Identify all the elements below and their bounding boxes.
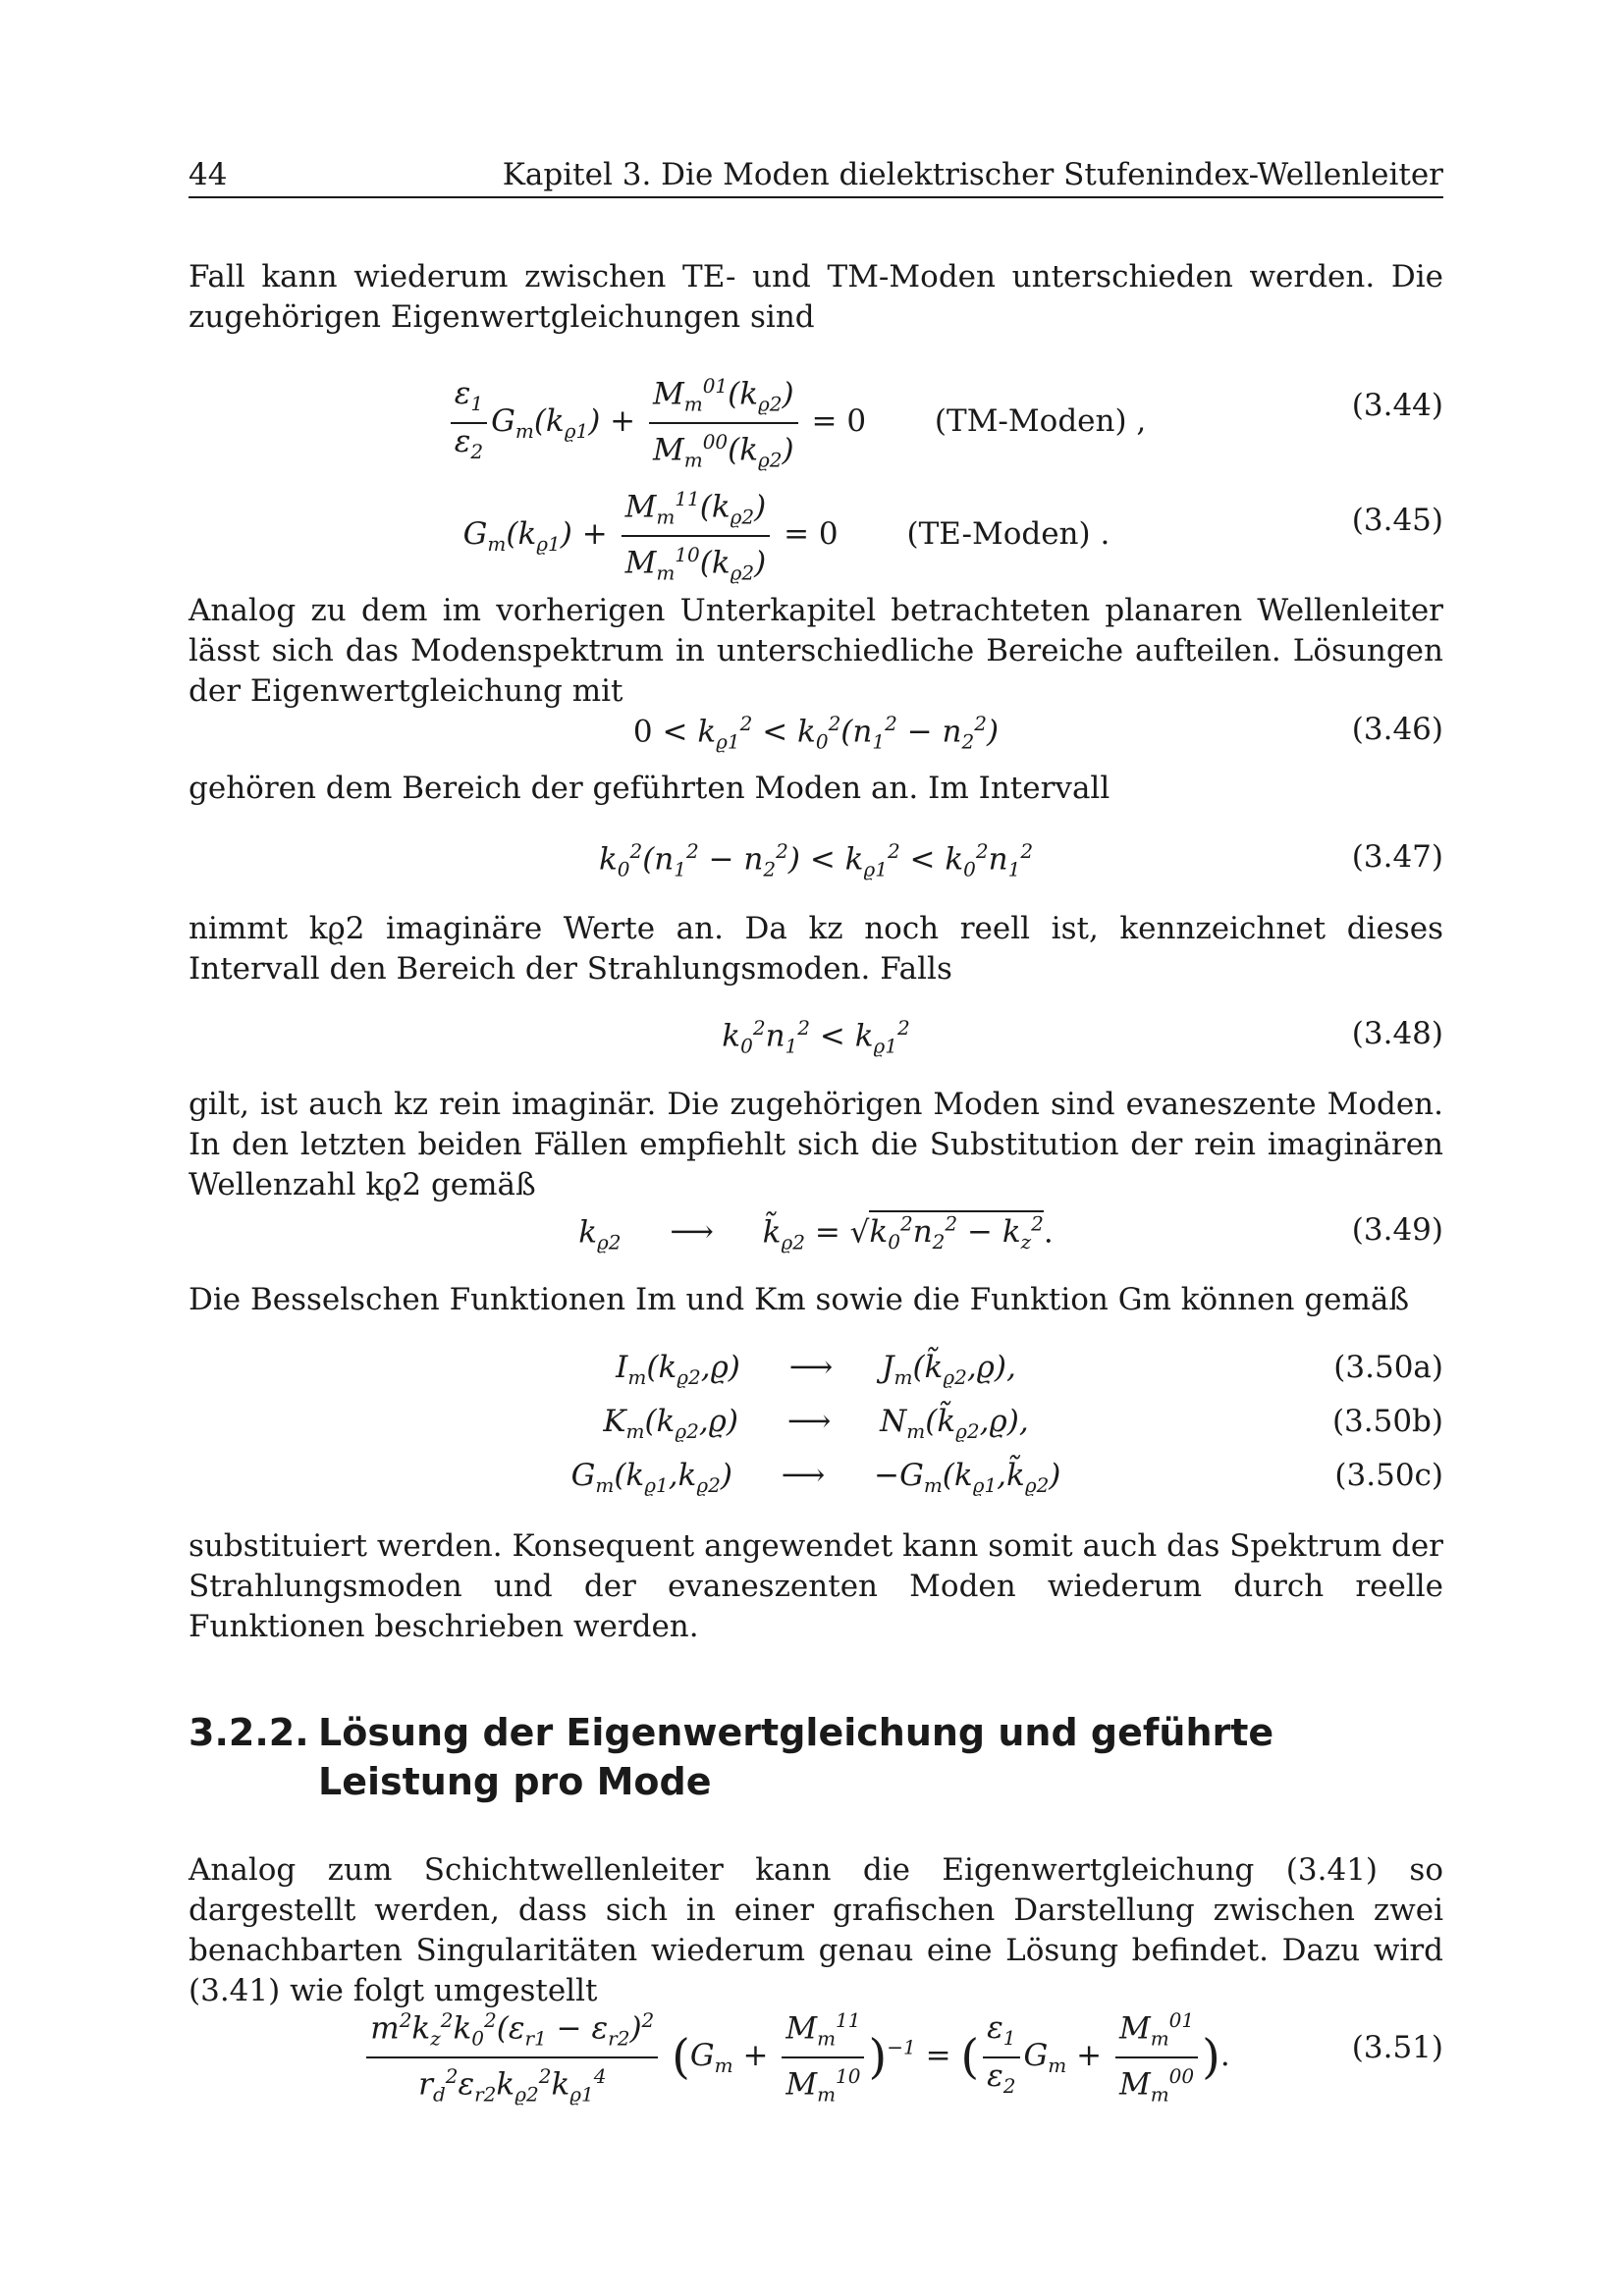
equation-label: (TE-Moden) .	[906, 516, 1110, 553]
equation-number: (3.45)	[1351, 503, 1443, 538]
equation-number: (3.51)	[1351, 2030, 1443, 2065]
paragraph: Die Besselschen Funktionen Im und Km sowie die Funktion Gm können gemäß	[189, 1282, 1410, 1317]
paragraph: Fall kann wiederum zwischen TE- und TM-Moden unterschieden werden. Die zugehörigen Eigenwertgleichungen sind	[189, 259, 1443, 335]
equation-number: (3.47)	[1351, 839, 1443, 875]
equation-3-47: $k_0^2(n_1^2 - n_2^2) < k_{ϱ1}^2 < k_0^2n_1^2$ (3.47)	[598, 839, 1443, 881]
equation-3-46: $0 < k_{ϱ1}^2 < k_0^2(n_1^2 - n_2^2)$ (3.46)	[632, 712, 1443, 754]
paragraph: nimmt kϱ2 imaginäre Werte an. Da kz noch reell ist, kennzeichnet dieses Intervall den Bereich der Strahlungsmoden. Falls	[189, 911, 1443, 987]
paragraph: Analog zu dem im vorherigen Unterkapitel betrachteten planaren Wellenleiter lässt sich das Modenspektrum in unterschiedliche Bereiche aufteilen. Lösungen der Eigenwertgleichung mit	[189, 593, 1443, 709]
equation-number: (3.46)	[1351, 712, 1443, 747]
equation-number: (3.48)	[1351, 1016, 1443, 1051]
paragraph: Analog zum Schichtwellenleiter kann die Eigenwertgleichung (3.41) so dargestellt werden, dass sich in einer grafischen Darstellung zwischen zwei benachbarten Singularitäten wiederum genau eine Lösung befindet. Dazu wird (3.41) wie folgt umgestellt	[189, 1852, 1443, 2008]
equation-number: (3.50b)	[1331, 1404, 1443, 1439]
equation-3-49: $k_{ϱ2}$ ⟶ $k̃_{ϱ2} = √k_0^2n_2^2 - k_z^2$. (3.49)	[578, 1212, 1443, 1255]
section-title: Lösung der Eigenwertgleichung und geführte Leistung pro Mode	[318, 1711, 1274, 1803]
page-header	[189, 157, 1443, 198]
equation-3-45: $G_m(k_{ϱ1})$ + $\frac{M_m^{11}(k_{ϱ2})}{M_m^{10}(k_{ϱ2})}$ = 0 (TE-Moden) . (3.45)	[189, 481, 1443, 569]
equation-label: (TM-Moden) ,	[934, 403, 1147, 440]
equation-3-44: $\frac{\varepsilon_1}{\varepsilon_2}$ $G_m(k_{ϱ1})$ + $\frac{M_m^{01}(k_{ϱ2})}{M_m^{00}(k_{ϱ2})}$ = 0 (TM-Moden) , (3.44)	[189, 368, 1443, 456]
equation-3-50b: $K_m(k_{ϱ2},ϱ)$ ⟶ $N_m(k̃_{ϱ2},ϱ)$, (3.50b)	[603, 1404, 1443, 1444]
section-number: 3.2.2.	[189, 1711, 309, 1754]
equation-number: (3.50c)	[1334, 1458, 1443, 1493]
paragraph: gilt, ist auch kz rein imaginär. Die zugehörigen Moden sind evaneszente Moden. In den letzten beiden Fällen empfiehlt sich die Substitution der rein imaginären Wellenzahl kϱ2 gemäß	[189, 1087, 1443, 1202]
equation-3-48: $k_0^2n_1^2 < k_{ϱ1}^2$ (3.48)	[722, 1016, 1443, 1058]
equation-3-50a: $I_m(k_{ϱ2},ϱ)$ ⟶ $J_m(k̃_{ϱ2},ϱ)$, (3.50a)	[616, 1350, 1443, 1390]
equation-3-51: $\frac{m^2k_z^2k_0^2(\varepsilon_{r1} - \varepsilon_{r2})^2}{r_d^2\varepsilon_{r2}k_{ϱ2}^2k_{ϱ1}^4}$ ($G_m$ + $\frac{M_m^{11}}{M_m^{10}}$ )$^{-1}$ = ( $\frac{\varepsilon_1}{\varepsilon_2}$ $G_m$ + $\frac{M_m^{01}}{M_m^{00}}$ ). (3.51)	[189, 2002, 1443, 2101]
equation-number: (3.49)	[1351, 1212, 1443, 1248]
paragraph: substituiert werden. Konsequent angewendet kann somit auch das Spektrum der Strahlungsmoden und der evaneszenten Moden wiederum durch reelle Funktionen beschrieben werden.	[189, 1528, 1443, 1644]
equation-3-50c: $G_m(k_{ϱ1},k_{ϱ2})$ ⟶ $-G_m(k_{ϱ1},k̃_{ϱ2})$ (3.50c)	[570, 1458, 1443, 1498]
paragraph: gehören dem Bereich der geführten Moden an. Im Intervall	[189, 771, 1110, 806]
equation-number: (3.50a)	[1333, 1350, 1443, 1385]
equation-number: (3.44)	[1351, 388, 1443, 423]
page-number: 44	[189, 157, 228, 192]
running-title: Kapitel 3. Die Moden dielektrischer Stufenindex-Wellenleiter	[502, 157, 1443, 192]
